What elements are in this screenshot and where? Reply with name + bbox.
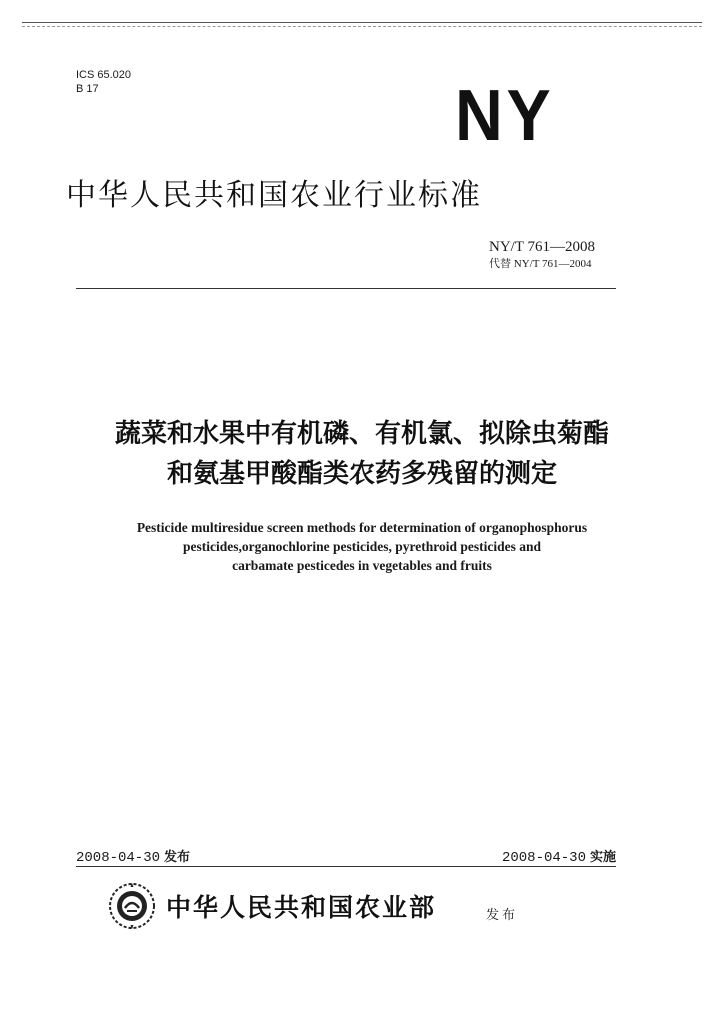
implementation-date-group xyxy=(502,846,616,866)
header-divider xyxy=(76,288,616,289)
title-english xyxy=(62,518,662,575)
implementation-date: 2008-04-30 xyxy=(501,850,586,866)
ministry-emblem-icon xyxy=(106,880,158,932)
footer-divider xyxy=(76,866,616,867)
standard-type-heading: 中华人民共和国农业行业标准 xyxy=(66,178,482,213)
title-chinese-line-2: 和氨基甲酸酯类农药多残留的测定 xyxy=(166,459,557,489)
title-chinese-line-1: 蔬菜和水果中有机磷、有机氯、拟除虫菊酯 xyxy=(114,419,609,449)
release-label: 发布 xyxy=(164,850,191,865)
release-date-group xyxy=(76,846,190,866)
implementation-label: 实施 xyxy=(589,850,616,865)
ccs-code: B 17 xyxy=(76,83,99,95)
ics-code: ICS 65.020 xyxy=(76,69,132,81)
issuing-authority: 中华人民共和国农业部 xyxy=(166,893,437,922)
title-english-line-2: pesticides,organochlorine pesticides, pyrethroid pesticides and xyxy=(182,539,541,554)
standard-mark: NY xyxy=(455,76,555,156)
standard-number: NY/T 761—2008 xyxy=(489,239,595,255)
title-english-line-3: carbamate pesticedes in vegetables and fruits xyxy=(232,558,492,573)
top-border-line-secondary xyxy=(22,26,702,27)
issue-label: 发布 xyxy=(486,908,519,923)
standard-code-block xyxy=(489,238,595,272)
top-border-line xyxy=(22,22,702,23)
replaces-standard: 代替 NY/T 761—2004 xyxy=(489,258,592,270)
title-chinese xyxy=(60,414,664,494)
title-english-line-1: Pesticide multiresidue screen methods for determination of organophosphorus xyxy=(136,520,588,535)
release-date: 2008-04-30 xyxy=(76,850,161,866)
classification-codes xyxy=(76,68,131,96)
